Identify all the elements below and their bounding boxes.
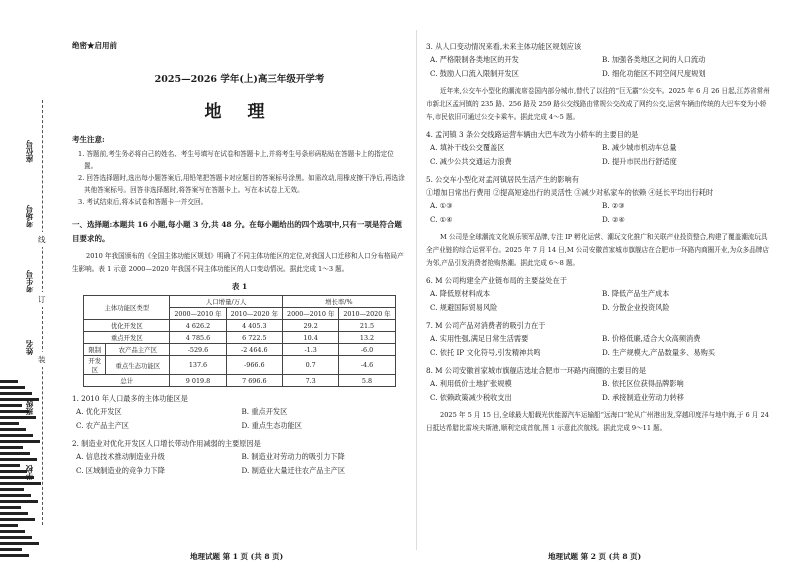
option: B. ②③ (602, 201, 625, 210)
notice-item: 3. 考试结束后,将本试卷和答题卡一并交回。 (78, 198, 208, 206)
school-label: 学校 (25, 465, 34, 480)
option: B. 降低产品生产成本 (602, 289, 670, 298)
option: C. 依赖政策减少税收支出 (430, 393, 512, 402)
question-3: 3. 从人口变动情况来看,未来主体功能区规划应该 (426, 42, 582, 51)
option: C. 鼓励人口流入限制开发区 (430, 69, 519, 78)
table-header: 人口增量/万人 (170, 296, 283, 308)
option: A. 信息技术推动制造业升级 (76, 452, 165, 461)
question-7: 7. M 公司产品对消费者的吸引力在于 (426, 321, 546, 330)
option: D. 承接制造业劳动力转移 (602, 393, 684, 402)
confidential-mark: 绝密★启用前 (72, 41, 117, 50)
option: C. 减少公共交通运力浪费 (430, 157, 512, 166)
option: D. ②④ (602, 215, 625, 224)
question-2: 2. 制造业对优化开发区人口增长带动作用减弱的主要原因是 (72, 439, 261, 448)
option: A. ①③ (430, 201, 453, 210)
cut-line-char: 装 (38, 352, 46, 367)
group-label: 开发区 (84, 356, 106, 375)
table-row: 开发区 重点生态功能区 137.6 -966.6 0.7 -4.6 (84, 356, 395, 375)
seat-label: 座位号 (25, 140, 34, 163)
option: C. 规避国际贸易风险 (430, 303, 498, 312)
option: A. 实用性强,满足日常生活需要 (430, 334, 529, 343)
class-label: 班级 (25, 400, 34, 415)
table-row: 总计 9 019.8 7 696.6 7.3 5.8 (84, 375, 395, 387)
question-2-options (72, 450, 407, 478)
option: B. 价格低廉,适合大众高频消费 (602, 334, 701, 343)
notice-item: 2. 回答选择题时,选出每小题答案后,用铅笔把答题卡对应题目的答案标号涂黑。如需改动,用橡皮擦干净后,再选涂其他答案标号。回答非选择题时,将答案写在答题卡上。写在本试卷上无效。 (78, 174, 405, 194)
cut-line-char: 线 (38, 232, 46, 247)
notice-item: 1. 答题前,考生务必将自己的姓名、考生号填写在试卷和答题卡上,并将考生号条形码粘贴在答题卡上的指定位置。 (78, 150, 394, 170)
table-header: 2010—2020 年 (226, 308, 282, 320)
table-header: 增长率/% (283, 296, 396, 308)
table-header: 2000—2010 年 (170, 308, 226, 320)
option: D. 重点生态功能区 (241, 421, 302, 430)
option: A. 利用低价土地扩张规模 (430, 379, 512, 388)
question-4: 4. 孟河镇 3 条公交线路运营车辆由大巴车改为小轿车的主要目的是 (426, 130, 639, 139)
cut-line (42, 100, 43, 525)
exam-title: 2025—2026 学年(上)高三年级开学考 (154, 74, 325, 85)
question-6: 6. M 公司构建全产业链布局的主要益处在于 (426, 276, 567, 285)
name-label: 姓名 (25, 340, 34, 355)
option: C. 依托 IP 文化符号,引发精神共鸣 (430, 348, 541, 357)
section-title: 一、选择题:本题共 16 小题,每小题 3 分,共 48 分。在每小题给出的四个选项中,只有一项是符合题目要求的。 (72, 220, 402, 243)
option: D. 分散企业投资风险 (602, 303, 670, 312)
room-label: 考场号 (25, 205, 34, 228)
page-footer-right: 地理试题 第 2 页 (共 8 页) (548, 552, 642, 561)
option: A. 优化开发区 (76, 407, 122, 416)
option: A. 降低原材料成本 (430, 289, 491, 298)
option: C. ①④ (430, 215, 453, 224)
table-row: 限制 农产品主产区 -529.6 -2 464.6 -1.3 -6.0 (84, 344, 395, 356)
option: B. 重点开发区 (241, 407, 288, 416)
notice-title: 考生注意: (72, 135, 105, 144)
table-header: 2000—2010 年 (283, 308, 339, 320)
question-5: 5. 公交车小型化对孟河镇居民生活产生的影响有 (426, 175, 579, 184)
option: D. 制造业大量迁往农产品主产区 (241, 466, 346, 475)
question-7-options (426, 332, 774, 360)
question-6-options (426, 287, 774, 315)
passage-1: 2010 年我国颁布的《全国主体功能区规划》明确了不同主体功能区的定位,对我国人口迁移和人口分布格局产生影响。表 1 示意 2000—2020 年我国不同主体功能区的人口变动情况。据此完成 1～3 题。 (72, 252, 404, 273)
table-caption: 表 1 (231, 282, 248, 291)
table-row: 优化开发区 4 626.2 4 405.3 29.2 21.5 (84, 320, 395, 332)
question-5-options (426, 199, 774, 227)
table-header: 主体功能区类型 (84, 296, 170, 320)
question-3-options (426, 53, 774, 81)
option: B. 加强各类地区之间的人口流动 (602, 55, 706, 64)
option: B. 依托区位获得品牌影响 (602, 379, 684, 388)
question-8-options (426, 377, 774, 405)
option: C. 区域制造业的竞争力下降 (76, 466, 165, 475)
option: D. 提升市民出行舒适度 (602, 157, 677, 166)
population-table (83, 295, 395, 387)
question-4-options (426, 141, 774, 169)
question-1: 1. 2010 年人口最多的主体功能区是 (72, 394, 188, 403)
option: A. 严格限制各类地区的开发 (430, 55, 519, 64)
option: A. 填补干线公交覆盖区 (430, 143, 505, 152)
passage-2: 近年来,公交车小型化的潮流席卷国内部分城市,替代了以往的“巨无霸”公交车。2025 年 6 月 26 日起,江苏省常州市新北区孟河镇的 235 路、256 路及 259 路公交线路由常规公交改成了网约公交,运营车辆由传统的大巴车变为小轿车,市民依旧可通过公交卡乘车。据此完成 4～5 题。 (426, 87, 770, 121)
passage-3: M 公司是全球潮流文化娱乐领军品牌,专注 IP 孵化运营、潮玩文化推广和关联产业投资整合,构建了覆盖潮流玩具全产业链的综合运营平台。2025 年 7 月 14 日,M 公司安徽首家城市旗舰店在合肥市一环路内商圈开业,为众多品牌店为邻,产品引发消费者抢购热潮。据此完成 6～8 题。 (426, 233, 770, 267)
subject-title: 地 理 (204, 102, 275, 122)
option: C. 农产品主产区 (76, 421, 129, 430)
passage-4: 2025 年 5 月 15 日,全球最大船载光伏能源汽车运输船“远海口”轮从广州港出发,穿越印度洋与地中海,于 6 月 24 日抵达希腊比雷埃夫斯港,顺利完成首航,图 1 示意此次航线。据此完成 9～11 题。 (426, 411, 769, 432)
page-divider (416, 30, 417, 550)
page-footer-left: 地理试题 第 1 页 (共 8 页) (190, 552, 284, 561)
exam-no-label: 考生号 (25, 270, 34, 293)
option: B. 减少城市机动车总量 (602, 143, 677, 152)
question-1-options (72, 405, 407, 433)
option: B. 制造业对劳动力的吸引力下降 (241, 452, 345, 461)
binding-margin (0, 0, 62, 579)
table-header: 2010—2020 年 (339, 308, 395, 320)
table-row: 重点开发区 4 785.6 6 722.5 10.4 13.2 (84, 332, 395, 344)
left-page (72, 40, 407, 478)
option: D. 生产规模大,产品数量多、易购买 (602, 348, 715, 357)
question-8: 8. M 公司安徽首家城市旗舰店选址合肥市一环路内商圈的主要目的是 (426, 366, 647, 375)
question-5-items: ①增加日常出行费用 ②提高短途出行的灵活性 ③减少对私家车的依赖 ④延长平均出行耗时 (426, 188, 714, 197)
cut-line-char: 订 (38, 292, 46, 307)
right-page (426, 40, 774, 435)
group-label: 限制 (84, 344, 106, 356)
option: D. 细化功能区不同空间尺度规划 (602, 69, 706, 78)
